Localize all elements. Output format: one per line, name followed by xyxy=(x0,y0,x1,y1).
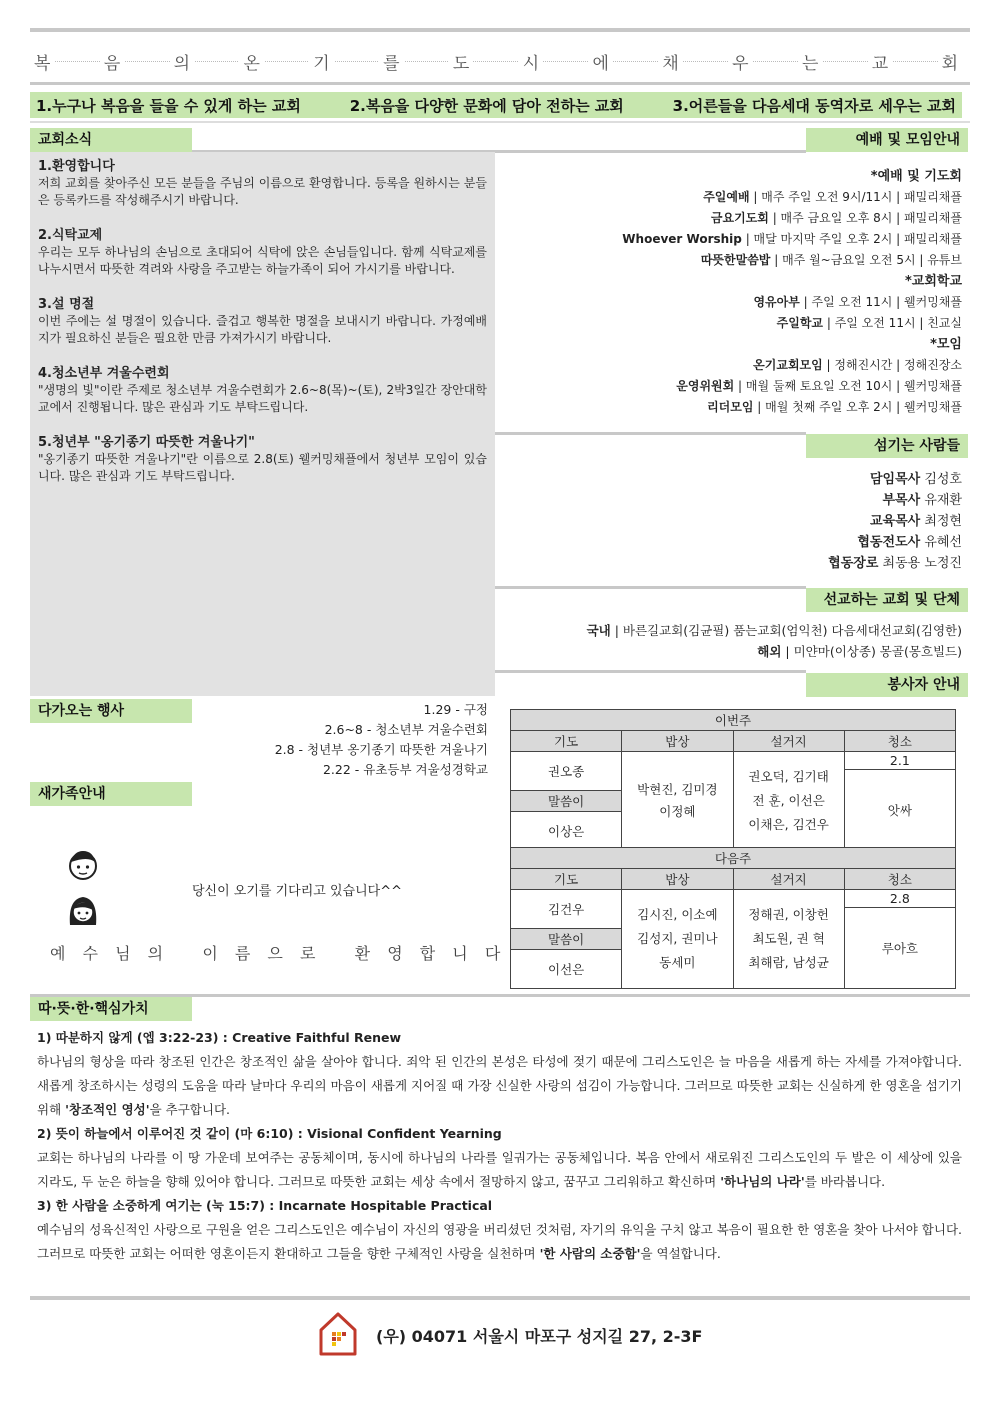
worship-row: 운영위원회 | 매월 둘째 토요일 오전 10시 | 웰커밍채플 xyxy=(676,379,962,393)
value-2: 2.복음을 다양한 문화에 담아 전하는 교회 xyxy=(349,96,624,115)
news-item xyxy=(38,434,487,485)
col-meal: 밥상 xyxy=(622,869,733,890)
mission-row: 국내 | 바른길교회(김균필) 품는교회(엄익천) 다음세대선교회(김영한) xyxy=(586,623,962,638)
core-heading: 2) 뜻이 하늘에서 이루어진 것 같이 (마 6:10) : Visional Confident Yearning xyxy=(37,1126,502,1141)
motto-char: 우 xyxy=(728,49,752,74)
this-week-title: 이번주 xyxy=(511,710,956,731)
footer-address: (우) 04071 서울시 마포구 성지길 27, 2-3F xyxy=(376,1327,703,1346)
volunteer-label: 봉사자 안내 xyxy=(806,673,968,697)
news-body: "옹기종기 따뜻한 겨울나기"란 이름으로 2.8(토) 웰커밍채플에서 청년부 모임이 있습니다. 많은 관심과 기도 부탁드립니다. xyxy=(38,452,487,483)
dishes-cell: 권오덕, 김기태 전 훈, 이선은 이채은, 김건우 xyxy=(733,752,844,851)
staff-row: 교육목사 최정현 xyxy=(869,514,962,529)
staff-label: 섬기는 사람들 xyxy=(806,434,968,458)
clean-date-cell: 2.1 xyxy=(844,752,955,770)
word-cell: 이상은 xyxy=(511,812,622,851)
worship-row: 리더모임 | 매월 첫째 주일 오후 2시 | 웰커밍채플 xyxy=(707,400,962,414)
next-week-title: 다음주 xyxy=(511,848,956,869)
col-clean: 청소 xyxy=(844,869,955,890)
value-3: 3.어른들을 다음세대 동역자로 세우는 교회 xyxy=(672,96,956,115)
newfamily-label: 새가족안내 xyxy=(30,782,192,806)
worship-row: 주일예배 | 매주 주일 오전 9시/11시 | 패밀리채플 xyxy=(703,190,962,204)
word-label: 말씀이 xyxy=(511,929,622,950)
motto-char: 는 xyxy=(798,49,822,74)
core-heading: 3) 한 사람을 소중하게 여기는 (눅 15:7) : Incarnate Hospitable Practical xyxy=(37,1198,493,1213)
worship-category: *모임 xyxy=(930,337,962,352)
top-rule xyxy=(30,28,970,32)
worship-row: 금요기도회 | 매주 금요일 오후 8시 | 패밀리채플 xyxy=(710,211,962,225)
motto-char: 를 xyxy=(379,49,403,74)
mission-list xyxy=(587,620,962,662)
event-item: 2.22 - 유초등부 겨울성경학교 xyxy=(322,762,488,777)
news-title: 3.설 명절 xyxy=(38,297,95,312)
events-label: 다가오는 행사 xyxy=(30,699,192,723)
news-panel xyxy=(30,152,495,696)
motto-char: 기 xyxy=(309,49,333,74)
values-bar xyxy=(30,92,962,118)
news-item xyxy=(38,365,487,416)
news-item xyxy=(38,227,487,278)
news-body: 우리는 모두 하나님의 손님으로 초대되어 식탁에 앉은 손님들입니다. 함께 식탁교제를 나누시면서 따뜻한 격려와 사랑을 주고받는 하늘가족이 되어 가시기를 바랍니다. xyxy=(38,245,487,276)
clean-cell: 앗싸 xyxy=(844,770,955,851)
news-label: 교회소식 xyxy=(30,128,192,152)
motto-char: 채 xyxy=(658,49,682,74)
clean-date-cell: 2.8 xyxy=(844,890,955,908)
newfamily-welcome: 예 수 님 의 이 름 으 로 환 영 합 니 다 xyxy=(50,944,507,963)
motto-char: 복 xyxy=(30,49,54,74)
word-cell: 이선은 xyxy=(511,950,622,989)
news-body: "생명의 빛"이란 주제로 청소년부 겨울수련회가 2.6~8(목)~(토), 2박3일간 장안대학교에서 진행됩니다. 많은 관심과 기도 부탁드립니다. xyxy=(38,383,487,414)
staff-row: 담임목사 김성호 xyxy=(869,472,962,487)
motto-line xyxy=(30,48,962,74)
mission-row: 해외 | 미얀마(이상종) 몽골(몽흐빌드) xyxy=(757,644,962,659)
motto-char: 에 xyxy=(589,49,613,74)
staff-list xyxy=(828,469,962,574)
newfamily-message: 당신이 오기를 기다리고 있습니다^^ xyxy=(192,884,402,899)
bottom-rule xyxy=(30,1296,970,1300)
col-prayer: 기도 xyxy=(511,869,622,890)
events-list xyxy=(275,700,488,780)
worship-list xyxy=(622,166,962,418)
col-meal: 밥상 xyxy=(622,731,733,752)
volunteer-rule xyxy=(495,670,806,673)
event-item: 2.6~8 - 청소년부 겨울수련회 xyxy=(324,722,488,737)
motto-char: 시 xyxy=(519,49,543,74)
motto-char: 음 xyxy=(100,49,124,74)
news-item xyxy=(38,158,487,209)
news-title: 2.식탁교제 xyxy=(38,228,103,243)
meal-cell: 박현진, 김미경 이정혜 xyxy=(622,752,733,851)
core-body: 교회는 하나님의 나라를 이 땅 가운데 보여주는 공동체이며, 동시에 하나님의 나라를 일궈가는 공동체입니다. 복음 안에서 새로워진 그리스도인의 두 발은 이 세상에 있을 지라도, 두 눈은 하늘을 향해 있어야 합니다. 그러므로 따뜻한 교회는 세상 속에서 절망하지 않고, 꿈꾸고 그리워하고 확신하며 '하나님의 나라'를 바라봅니다. xyxy=(37,1150,962,1189)
volunteer-table-next-week xyxy=(510,847,956,989)
motto-char: 도 xyxy=(449,49,473,74)
col-prayer: 기도 xyxy=(511,731,622,752)
worship-row: 따뜻한말씀밥 | 매주 월~금요일 오전 5시 | 유튜브 xyxy=(700,253,962,267)
news-title: 1.환영합니다 xyxy=(38,159,115,174)
news-body: 저희 교회를 찾아주신 모든 분들을 주님의 이름으로 환영합니다. 등록을 원하시는 분들은 등록카드를 작성해주시기 바랍니다. xyxy=(38,176,487,207)
motto-char: 교 xyxy=(868,49,892,74)
event-item: 2.8 - 청년부 옹기종기 따뜻한 겨울나기 xyxy=(274,742,488,757)
news-body: 이번 주에는 설 명절이 있습니다. 즐겁고 행복한 명절을 보내시기 바랍니다. 가정예배지가 필요하신 분들은 필요한 만큼 가져가시기 바랍니다. xyxy=(38,314,487,345)
core-heading: 1) 따분하지 않게 (엡 3:22-23) : Creative Faithful Renew xyxy=(37,1030,402,1045)
worship-label: 예배 및 모임안내 xyxy=(806,128,968,152)
motto-char: 의 xyxy=(170,49,194,74)
core-label: 따·뜻·한·핵심가치 xyxy=(30,997,192,1021)
col-dishes: 설거지 xyxy=(733,869,844,890)
event-item: 1.29 - 구정 xyxy=(423,702,488,717)
core-body: 하나님의 형상을 따라 창조된 인간은 창조적인 삶을 살아야 합니다. 죄악 된 인간의 본성은 타성에 젖기 때문에 그리스도인은 늘 마음을 새롭게 하는 자세를 가져야합니다. 새롭게 창조하시는 성령의 도움을 따라 날마다 우리의 마음이 새롭게 지어질 때 가장 신실한 사랑의 섬김이 가능합니다. 그러므로 따뜻한 교회는 신실하게 한 영혼을 섬기기 위해 '창조적인 영성'을 추구합니다. xyxy=(37,1054,962,1117)
woman-icon xyxy=(66,893,100,933)
col-dishes: 설거지 xyxy=(733,731,844,752)
core-body: 예수님의 성육신적인 사랑으로 구원을 얻은 그리스도인은 예수님이 자신의 영광을 버리셨던 것처럼, 자기의 유익을 구치 않고 복음이 필요한 한 영혼을 찾아 나서야 합니다. 그러므로 따뜻한 교회는 어떠한 영혼이든지 환대하고 그들을 향한 구체적인 사랑을 실천하며 '한 사람의 소중함'을 역설합니다. xyxy=(37,1222,962,1261)
staff-row: 협동전도사 유혜선 xyxy=(857,535,962,550)
motto-rule xyxy=(30,82,970,85)
prayer-cell: 권오종 xyxy=(511,752,622,791)
values-rule xyxy=(30,121,970,123)
staff-row: 부목사 유재환 xyxy=(882,493,962,508)
staff-rule xyxy=(495,432,806,435)
meal-cell: 김시진, 이소예 김성지, 권미나 동세미 xyxy=(622,890,733,989)
volunteer-table-this-week xyxy=(510,709,956,851)
word-label: 말씀이 xyxy=(511,791,622,812)
col-clean: 청소 xyxy=(844,731,955,752)
man-icon xyxy=(66,848,100,886)
news-title: 5.청년부 "옹기종기 따뜻한 겨울나기" xyxy=(38,435,255,450)
worship-category: *예배 및 기도회 xyxy=(870,169,962,184)
news-title: 4.청소년부 겨울수련회 xyxy=(38,366,170,381)
prayer-cell: 김건우 xyxy=(511,890,622,929)
news-item xyxy=(38,296,487,347)
staff-row: 협동장로 최동용 노정진 xyxy=(828,556,962,571)
core-values xyxy=(37,1026,962,1266)
motto-char: 온 xyxy=(239,49,263,74)
worship-row: 영유아부 | 주일 오전 11시 | 웰커밍채플 xyxy=(753,295,962,309)
house-logo-icon xyxy=(318,1310,358,1360)
worship-row: 주일학교 | 주일 오전 11시 | 친교실 xyxy=(776,316,962,330)
mission-label: 선교하는 교회 및 단체 xyxy=(806,588,968,612)
worship-row: Whoever Worship | 매달 마지막 주일 오후 2시 | 패밀리채플 xyxy=(622,232,962,246)
dishes-cell: 정해권, 이창헌 최도원, 권 혁 최해람, 남성균 xyxy=(733,890,844,989)
clean-cell: 루아흐 xyxy=(844,908,955,989)
worship-row: 온기교회모임 | 정해진시간 | 정해진장소 xyxy=(753,358,962,372)
value-1: 1.누구나 복음을 들을 수 있게 하는 교회 xyxy=(36,96,301,115)
worship-category: *교회학교 xyxy=(904,274,962,289)
motto-char: 회 xyxy=(938,49,962,74)
mission-rule xyxy=(495,586,806,589)
